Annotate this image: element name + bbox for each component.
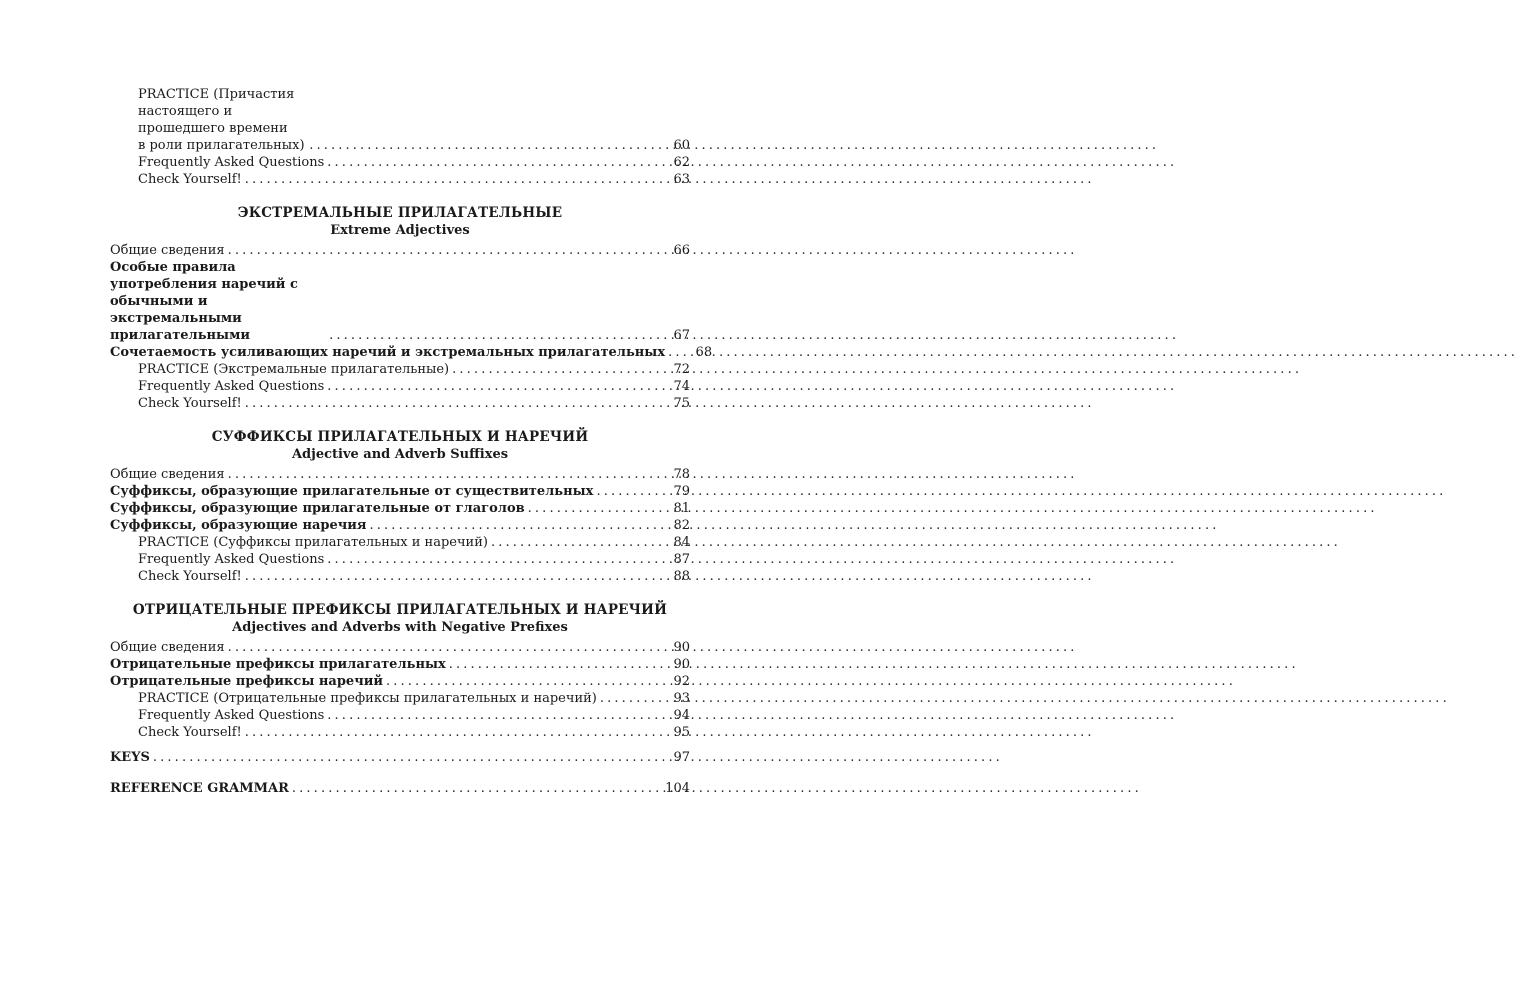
toc-page-number: 93: [673, 691, 690, 706]
toc-entry-check-yourself[interactable]: [110, 171, 690, 188]
toc-entry-faq[interactable]: [110, 378, 690, 395]
dot-leader: [242, 568, 658, 585]
toc-entry-collocation[interactable]: [110, 344, 713, 361]
toc-entry-practice[interactable]: [110, 534, 690, 551]
toc-page-number: 82: [673, 518, 690, 533]
toc-entry-title: Общие сведения: [110, 243, 225, 258]
toc-entry-general-info[interactable]: [110, 466, 690, 483]
toc-entry-general-info[interactable]: [110, 242, 690, 259]
toc-entry-title: PRACTICE (Причастия настоящего и прошедшего времени: [138, 87, 295, 136]
dot-leader: [326, 327, 658, 344]
dot-leader: [289, 780, 658, 797]
dot-leader: [324, 378, 658, 395]
toc-page-number: 90: [673, 640, 690, 655]
dot-leader: [306, 137, 658, 154]
toc-page-number: 62: [673, 155, 690, 170]
dot-leader: [242, 724, 658, 741]
toc-entry-title: Frequently Asked Questions: [138, 552, 325, 567]
toc-page-number: 92: [673, 674, 690, 689]
toc-entry-reference-grammar[interactable]: [110, 780, 690, 797]
toc-entry-keys[interactable]: [110, 749, 690, 766]
dot-leader: [242, 395, 658, 412]
toc-page-number: 87: [673, 552, 690, 567]
dot-leader: [324, 551, 658, 568]
dot-leader: [324, 154, 658, 171]
section-heading-negative-prefixes: [110, 601, 690, 636]
toc-entry-title: PRACTICE (Суффиксы прилагательных и наречий): [138, 535, 488, 550]
toc-entry-title: Frequently Asked Questions: [138, 379, 325, 394]
toc-page-number: 79: [673, 484, 690, 499]
toc-entry-noun-suffixes[interactable]: [110, 483, 690, 500]
toc-page-number: 68: [695, 345, 713, 360]
toc-page-number: 104: [665, 781, 690, 796]
section-title-en: Extreme Adjectives: [330, 223, 470, 238]
toc-page-number: 75: [673, 396, 690, 411]
section-title-ru: ОТРИЦАТЕЛЬНЫЕ ПРЕФИКСЫ ПРИЛАГАТЕЛЬНЫХ И НАРЕЧИЙ: [132, 602, 668, 618]
toc-entry-check-yourself[interactable]: [110, 395, 690, 412]
toc-entry-title: Суффиксы, образующие наречия: [110, 518, 367, 533]
toc-entry-adverb-suffixes[interactable]: [110, 517, 690, 534]
toc-entry-faq[interactable]: [110, 707, 690, 724]
toc-page-number: 67: [673, 328, 690, 343]
toc-entry-check-yourself[interactable]: [110, 568, 690, 585]
dot-leader: [367, 517, 658, 534]
toc-page-number: 60: [673, 138, 690, 153]
dot-leader: [665, 344, 680, 361]
toc-page-number: 66: [673, 243, 690, 258]
toc-entry-general-info[interactable]: [110, 639, 690, 656]
toc-entry-title: Check Yourself!: [138, 396, 242, 411]
dot-leader: [150, 749, 658, 766]
dot-leader: [324, 707, 658, 724]
toc-entry-title: PRACTICE (Экстремальные прилагательные): [138, 362, 450, 377]
toc-page-number: 95: [673, 725, 690, 740]
toc-entry-title: KEYS: [110, 750, 150, 765]
dot-leader: [225, 466, 658, 483]
toc-entry-adverb-prefixes[interactable]: [110, 673, 690, 690]
dot-leader: [449, 361, 658, 378]
toc-page-number: 94: [673, 708, 690, 723]
toc-entry-title: PRACTICE (Отрицательные префиксы прилагательных и наречий): [138, 691, 597, 706]
section-title-en: Adjective and Adverb Suffixes: [291, 447, 509, 462]
toc-page-number: 84: [673, 535, 690, 550]
toc-page: [0, 0, 756, 1001]
dot-leader: [242, 171, 658, 188]
toc-entry-title: Отрицательные префиксы прилагательных: [110, 657, 446, 672]
dot-leader: [225, 639, 658, 656]
dot-leader: [383, 673, 658, 690]
toc-entry-title-cont: прилагательными: [110, 328, 251, 343]
toc-entry-practice-participles[interactable]: [110, 86, 690, 154]
section-title-ru: ЭКСТРЕМАЛЬНЫЕ ПРИЛАГАТЕЛЬНЫЕ: [237, 205, 563, 221]
toc-entry-title: Общие сведения: [110, 467, 225, 482]
toc-entry-title: Check Yourself!: [138, 172, 242, 187]
section-title-ru: СУФФИКСЫ ПРИЛАГАТЕЛЬНЫХ И НАРЕЧИЙ: [211, 429, 589, 445]
dot-leader: [488, 534, 658, 551]
section-heading-suffixes: [110, 428, 690, 463]
toc-entry-title: Frequently Asked Questions: [138, 155, 325, 170]
toc-entry-special-rules[interactable]: [110, 259, 690, 344]
toc-entry-title-cont: в роли прилагательных): [138, 138, 305, 153]
toc-entry-title: REFERENCE GRAMMAR: [110, 781, 289, 796]
toc-entry-faq[interactable]: [110, 154, 690, 171]
toc-entry-title: Frequently Asked Questions: [138, 708, 325, 723]
toc-page-number: 90: [673, 657, 690, 672]
toc-entry-title: Особые правила употребления наречий с обычными и экстремальными: [110, 260, 298, 326]
toc-entry-title: Отрицательные префиксы наречий: [110, 674, 383, 689]
toc-page-number: 97: [673, 750, 690, 765]
toc-entry-faq[interactable]: [110, 551, 690, 568]
toc-entry-title: Сочетаемость усиливающих наречий и экстремальных прилагательных: [110, 345, 666, 360]
toc-page-number: 63: [673, 172, 690, 187]
toc-page-number: 72: [673, 362, 690, 377]
toc-entry-check-yourself[interactable]: [110, 724, 690, 741]
dot-leader: [597, 690, 658, 707]
section-heading-extreme-adjectives: [110, 204, 690, 239]
toc-page-number: 78: [673, 467, 690, 482]
toc-entry-practice[interactable]: [110, 361, 690, 378]
dot-leader: [525, 500, 658, 517]
dot-leader: [593, 483, 658, 500]
section-title-en: Adjectives and Adverbs with Negative Prefixes: [232, 620, 568, 635]
toc-entry-title: Суффиксы, образующие прилагательные от существительных: [110, 484, 594, 499]
toc-entry-verb-suffixes[interactable]: [110, 500, 690, 517]
toc-entry-title: Общие сведения: [110, 640, 225, 655]
dot-leader: [446, 656, 658, 673]
toc-page-number: 74: [673, 379, 690, 394]
toc-entry-practice[interactable]: [110, 690, 690, 707]
table-of-contents: [110, 86, 713, 797]
toc-entry-title: Check Yourself!: [138, 569, 242, 584]
toc-page-number: 81: [673, 501, 690, 516]
toc-entry-title: Check Yourself!: [138, 725, 242, 740]
dot-leader: [225, 242, 658, 259]
toc-entry-adjective-prefixes[interactable]: [110, 656, 690, 673]
toc-entry-title: Суффиксы, образующие прилагательные от глаголов: [110, 501, 525, 516]
toc-page-number: 88: [673, 569, 690, 584]
